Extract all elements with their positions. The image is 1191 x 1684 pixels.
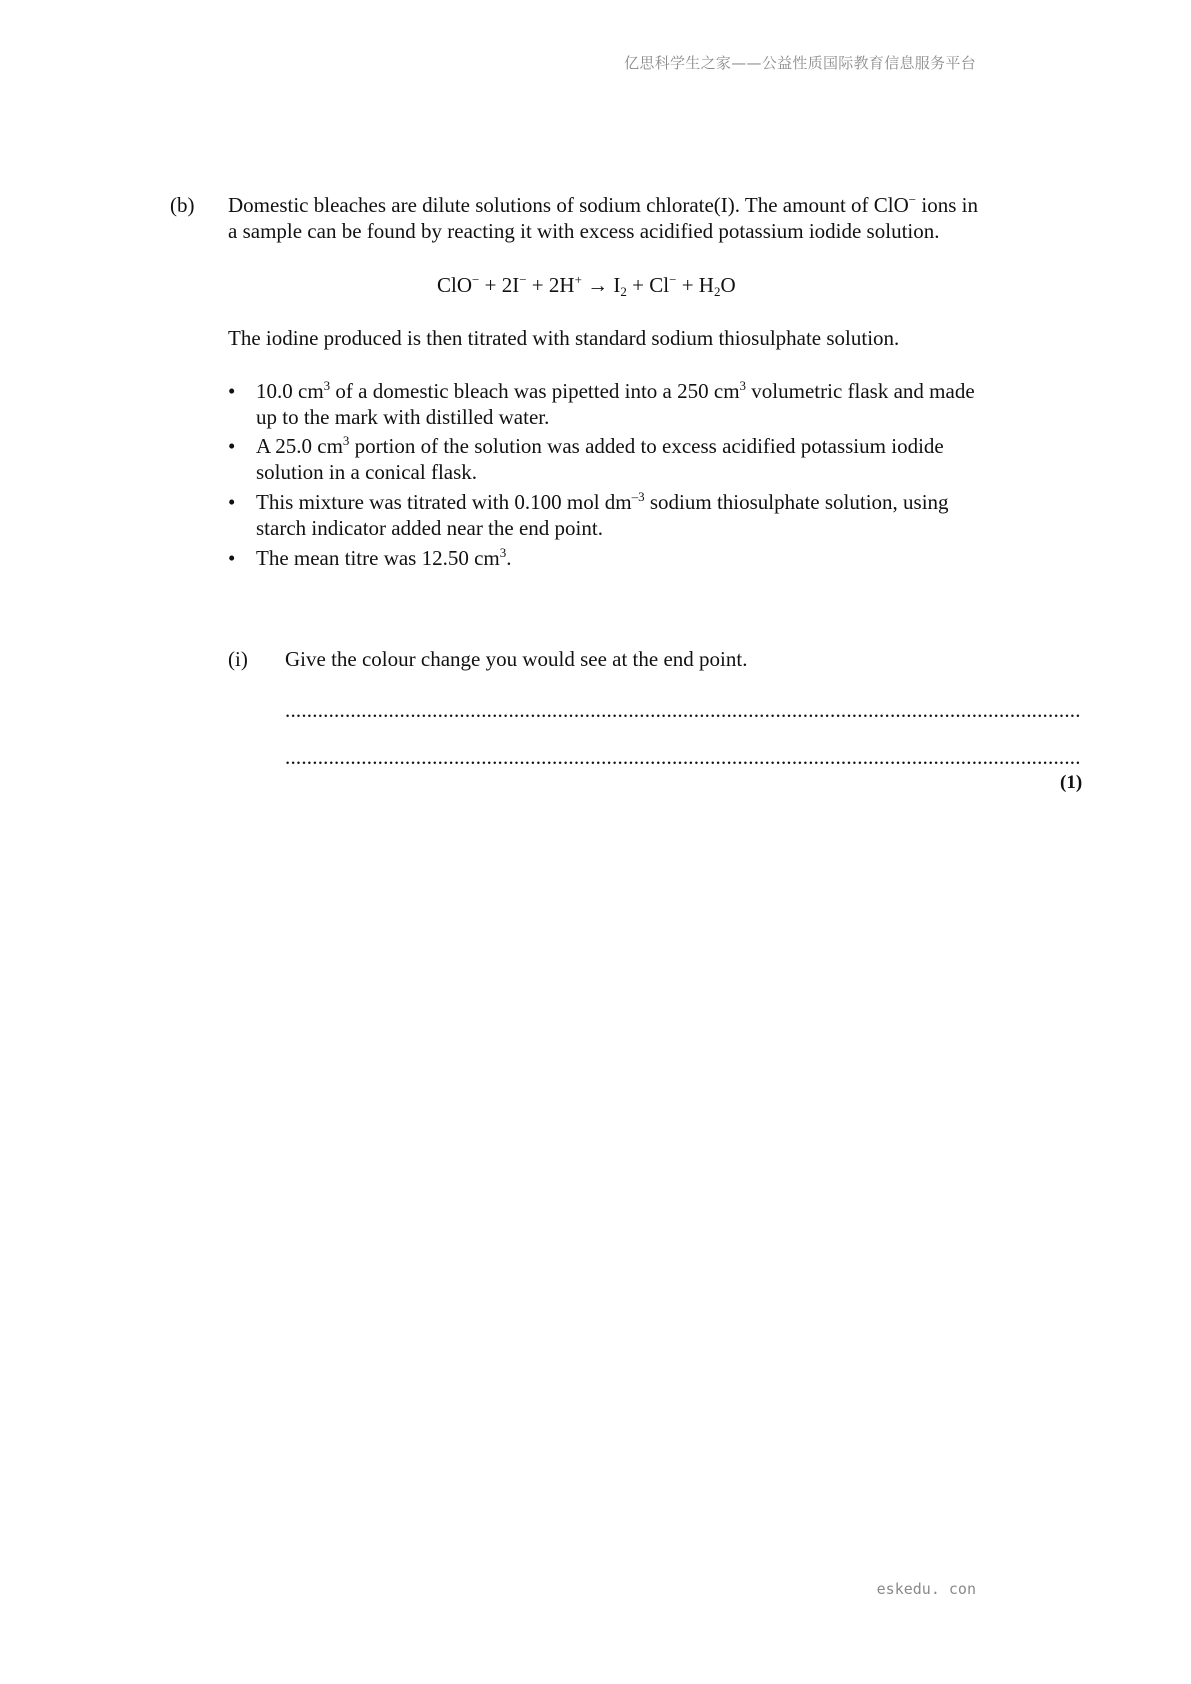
- bullet-item: • The mean titre was 12.50 $cm^3$.: [228, 545, 512, 570]
- subpart-question: Give the colour change you would see at the end point.: [285, 647, 748, 671]
- subpart-label: (i): [228, 647, 248, 671]
- answer-line[interactable]: ..................................................................................................................................................: [285, 698, 1081, 722]
- page-header-watermark: 亿思科学生之家——公益性质国际教育信息服务平台: [624, 54, 976, 72]
- page-footer-watermark: eskedu. con: [876, 1580, 976, 1598]
- bullet-dot: •: [228, 490, 236, 514]
- bullet-dot: •: [228, 546, 236, 570]
- chemical-equation: $ClO^- + 2I^- + 2H^+ \to I_2 + Cl^- + H_2O$: [437, 272, 736, 299]
- bullet-dot: •: [228, 379, 236, 403]
- titration-sentence: The iodine produced is then titrated with standard sodium thiosulphate solution.: [228, 326, 900, 350]
- bullet-item: • This mixture was titrated with 0.100 mol $dm^{-3}$ sodium thiosulphate solution, using starch indicator added near the end point.: [228, 489, 949, 540]
- bullet-dot: •: [228, 434, 236, 458]
- bullet-item: • A 25.0 $cm^3$ portion of the solution was added to excess acidified potassium iodide solution in a conical flask.: [228, 433, 944, 484]
- intro-line-1: Domestic bleaches are dilute solutions of sodium chlorate(I). The amount of ClO− ions in: [228, 192, 978, 217]
- bullet-item: • 10.0 $cm^3$ of a domestic bleach was pipetted into a 250 $cm^3$ volumetric flask and made up to the mark with distilled water.: [228, 378, 975, 429]
- part-label: (b): [170, 193, 195, 217]
- intro-line-2: a sample can be found by reacting it with excess acidified potassium iodide solution.: [228, 219, 940, 243]
- answer-line[interactable]: ..................................................................................................................................................: [285, 745, 1081, 769]
- marks-indicator: (1): [1060, 772, 1083, 793]
